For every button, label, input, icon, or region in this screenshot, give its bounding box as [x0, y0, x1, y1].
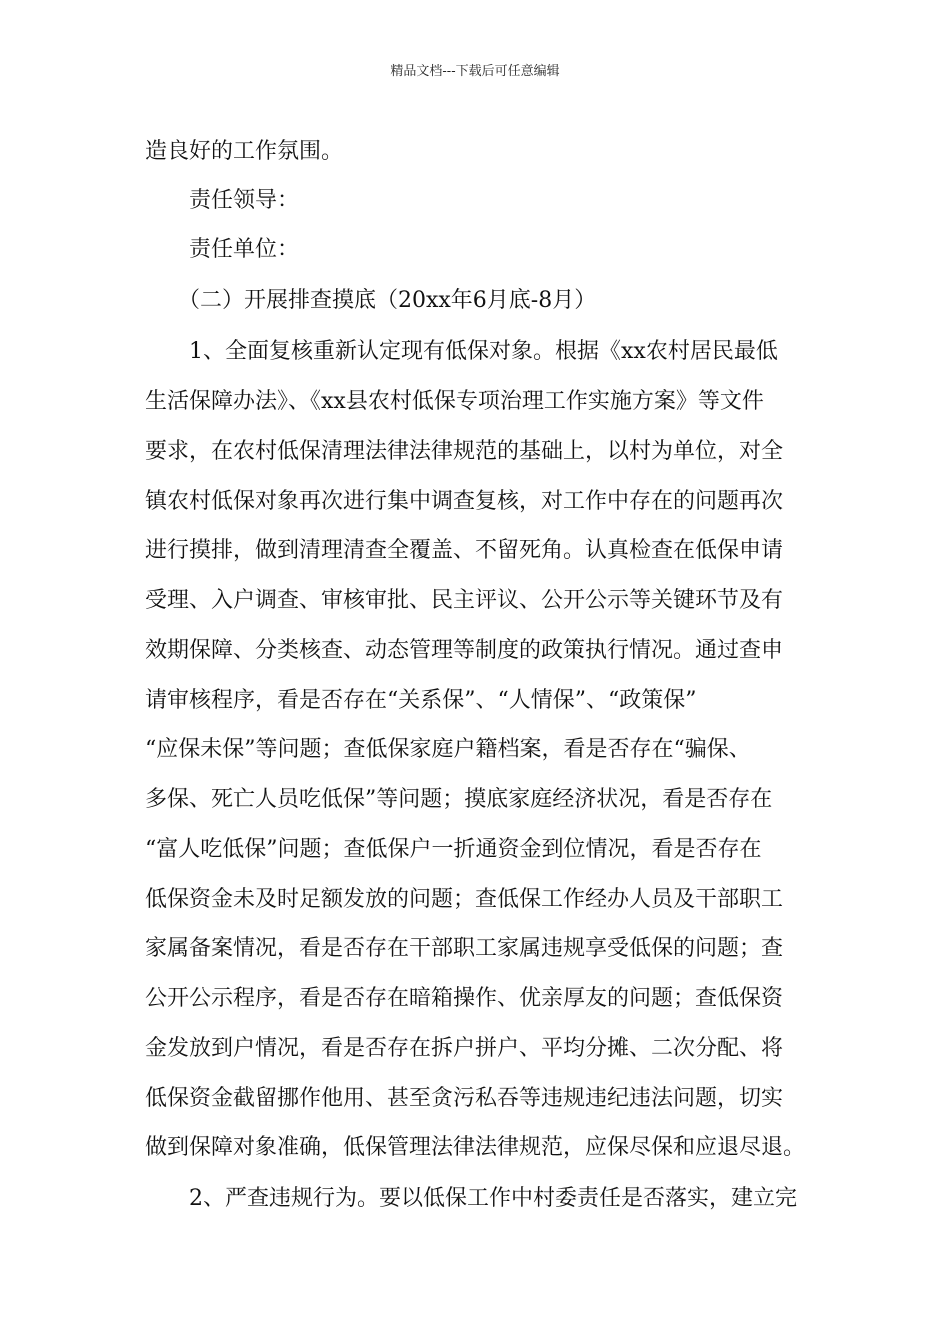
text-line: 低保资金截留挪作他用、甚至贪污私吞等违规违纪违法问题，切实: [145, 1086, 784, 1111]
page-header: 精品文档---下载后可任意编辑: [390, 64, 560, 79]
text-line: 造良好的工作氛围。: [145, 139, 344, 164]
text-line: 请审核程序，看是否存在“关系保”、“人情保”、“政策保”: [145, 688, 697, 713]
text-line: 多保、死亡人员吃低保”等问题；摸底家庭经济状况，看是否存在: [145, 787, 773, 812]
text-line: 进行摸排，做到清理清查全覆盖、不留死角。认真检查在低保申请: [145, 538, 784, 563]
text-line: 金发放到户情况，看是否存在拆户拼户、平均分摊、二次分配、将: [145, 1036, 784, 1061]
text-line: 镇农村低保对象再次进行集中调查复核，对工作中存在的问题再次: [145, 489, 784, 514]
text-line: 做到保障对象准确，低保管理法律法律规范，应保尽保和应退尽退。: [145, 1135, 806, 1160]
text-line: 低保资金未及时足额发放的问题；查低保工作经办人员及干部职工: [145, 887, 784, 912]
text-line: “应保未保”等问题；查低保家庭户籍档案，看是否存在“骗保、: [145, 737, 751, 762]
text-line: 家属备案情况，看是否存在干部职工家属违规享受低保的问题；查: [145, 936, 784, 961]
text-line: 效期保障、分类核查、动态管理等制度的政策执行情况。通过查申: [145, 638, 784, 663]
text-line: 受理、入户调查、审核审批、民主评议、公开公示等关键环节及有: [145, 588, 784, 613]
text-line: 要求，在农村低保清理法律法律规范的基础上，以村为单位，对全: [145, 439, 784, 464]
text-line: 责任领导：: [145, 188, 300, 213]
text-line: 责任单位：: [145, 237, 300, 262]
text-line: 2、严查违规行为。要以低保工作中村委责任是否落实，建立完: [145, 1186, 797, 1211]
text-line: 1、全面复核重新认定现有低保对象。根据《xx农村居民最低: [145, 339, 778, 364]
text-line: “富人吃低保”问题；查低保户一折通资金到位情况，看是否存在: [145, 837, 762, 862]
text-line: 公开公示程序，看是否存在暗箱操作、优亲厚友的问题；查低保资: [145, 986, 784, 1011]
text-line: （二）开展排查摸底（20xx年6月底-8月）: [145, 288, 597, 313]
text-line: 生活保障办法》、《xx县农村低保专项治理工作实施方案》等文件: [145, 389, 764, 414]
